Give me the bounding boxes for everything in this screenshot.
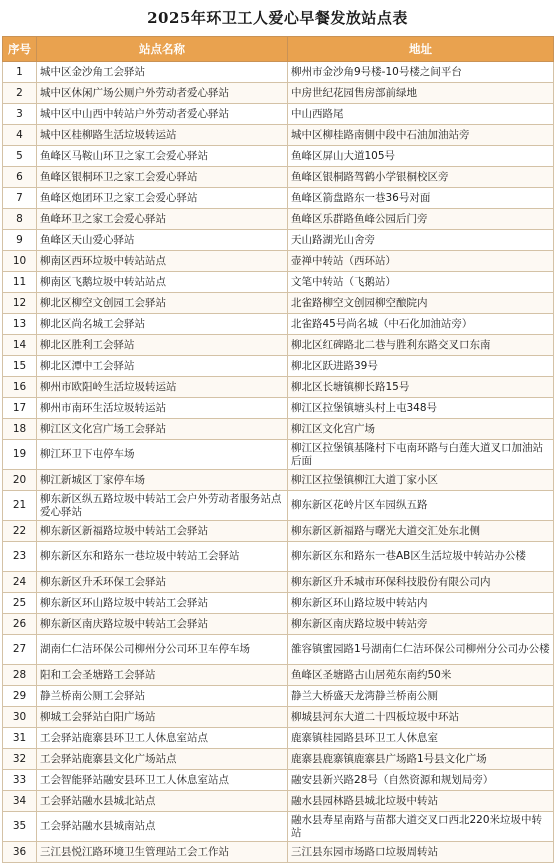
cell-station-name: 鱼峰区马鞍山环卫之家工会爱心驿站 [37,146,288,167]
cell-station-name: 柳北区胜利工会驿站 [37,335,288,356]
cell-number: 6 [3,167,37,188]
cell-station-name: 鱼峰区银桐环卫之家工会爱心驿站 [37,167,288,188]
cell-station-name: 柳江区文化宫广场工会驿站 [37,419,288,440]
table-row [3,62,554,83]
table-row [3,842,554,863]
table-row [3,593,554,614]
cell-station-name: 柳江新城区丁家停车场 [37,470,288,491]
cell-station-name: 柳北区柳空文创园工会驿站 [37,293,288,314]
cell-address: 柳北区跃进路39号 [288,356,554,377]
cell-address: 柳江区拉堡镇基隆村下屯南环路与白莲大道叉口加油站后面 [288,440,554,470]
table-row [3,314,554,335]
cell-number: 25 [3,593,37,614]
cell-number: 27 [3,635,37,665]
cell-address: 中山西路尾 [288,104,554,125]
table-row [3,293,554,314]
cell-station-name: 柳东新区升禾环保工会驿站 [37,572,288,593]
cell-address: 三江县东园市场路口垃圾周转站 [288,842,554,863]
cell-address: 融安县新兴路28号（自然资源和规划局旁） [288,770,554,791]
cell-station-name: 柳东新区新福路垃圾中转站工会驿站 [37,521,288,542]
cell-number: 31 [3,728,37,749]
cell-station-name: 城中区休闲广场公厕户外劳动者爱心驿站 [37,83,288,104]
cell-number: 16 [3,377,37,398]
cell-number: 12 [3,293,37,314]
cell-address: 雒容镇蜜园路1号湖南仁仁洁环保公司柳州分公司办公楼 [288,635,554,665]
table-header-row [3,37,554,62]
table-body [3,62,554,863]
cell-number: 1 [3,62,37,83]
table-row [3,812,554,842]
table-row [3,167,554,188]
cell-address: 柳州市金沙角9号楼-10号楼之间平台 [288,62,554,83]
cell-number: 15 [3,356,37,377]
table-row [3,104,554,125]
cell-number: 32 [3,749,37,770]
cell-station-name: 工会驿站鹿寨县文化广场站点 [37,749,288,770]
cell-number: 10 [3,251,37,272]
cell-number: 22 [3,521,37,542]
cell-address: 柳江区拉堡镇柳江大道丁家小区 [288,470,554,491]
cell-number: 24 [3,572,37,593]
cell-address: 柳东新区新福路与曙光大道交汇处东北侧 [288,521,554,542]
cell-address: 柳东新区升禾城市环保科技股份有限公司内 [288,572,554,593]
cell-number: 2 [3,83,37,104]
cell-number: 30 [3,707,37,728]
cell-number: 35 [3,812,37,842]
cell-number: 23 [3,542,37,572]
table-row [3,83,554,104]
cell-station-name: 工会驿站鹿寨县环卫工人休息室站点 [37,728,288,749]
cell-number: 17 [3,398,37,419]
cell-station-name: 静兰桥南公厕工会驿站 [37,686,288,707]
table-row [3,398,554,419]
cell-station-name: 柳东新区纵五路垃圾中转站工会户外劳动者服务站点爱心驿站 [37,491,288,521]
cell-address: 鱼峰区圣塘路古山居苑东南约50米 [288,665,554,686]
table-row [3,614,554,635]
cell-address: 柳北区长塘镇柳长路15号 [288,377,554,398]
cell-number: 29 [3,686,37,707]
table-row [3,791,554,812]
cell-address: 壶禅中转站（西环站） [288,251,554,272]
cell-address: 文笔中转站（飞鹅站） [288,272,554,293]
cell-station-name: 鱼峰区天山爱心驿站 [37,230,288,251]
table-row [3,188,554,209]
cell-number: 9 [3,230,37,251]
cell-address: 静兰大桥盛天龙湾静兰桥南公厕 [288,686,554,707]
cell-station-name: 柳南区西环垃圾中转站站点 [37,251,288,272]
cell-address: 鹿寨县鹿寨镇鹿寨县广场路1号县文化广场 [288,749,554,770]
cell-number: 3 [3,104,37,125]
cell-address: 北雀路柳空文创园柳空酿院内 [288,293,554,314]
cell-address: 鱼峰区乐群路鱼峰公园后门旁 [288,209,554,230]
cell-address: 柳江区拉堡镇塘头村上屯348号 [288,398,554,419]
table-row [3,356,554,377]
table-row [3,572,554,593]
cell-number: 7 [3,188,37,209]
cell-number: 21 [3,491,37,521]
cell-station-name: 城中区金沙角工会驿站 [37,62,288,83]
cell-number: 19 [3,440,37,470]
cell-address: 柳北区红碑路北二巷与胜利东路交叉口东南 [288,335,554,356]
cell-station-name: 湖南仁仁洁环保公司柳州分公司环卫车停车场 [37,635,288,665]
cell-address: 北雀路45号尚名城（中石化加油站旁） [288,314,554,335]
table-row [3,377,554,398]
cell-address: 鱼峰区屏山大道105号 [288,146,554,167]
cell-station-name: 柳东新区东和路东一巷垃圾中转站工会驿站 [37,542,288,572]
table-row [3,272,554,293]
cell-address: 融水县园林路县城北垃圾中转站 [288,791,554,812]
table-row [3,728,554,749]
header-address: 地址 [288,37,554,62]
cell-station-name: 鱼峰区炮团环卫之家工会爱心驿站 [37,188,288,209]
cell-station-name: 柳东新区南庆路垃圾中转站工会驿站 [37,614,288,635]
stations-table [2,36,554,863]
cell-station-name: 城中区桂柳路生活垃圾转运站 [37,125,288,146]
table-row [3,542,554,572]
cell-address: 鱼峰区箭盘路东一巷36号对面 [288,188,554,209]
cell-address: 中房世纪花园售房部前绿地 [288,83,554,104]
cell-number: 36 [3,842,37,863]
cell-number: 26 [3,614,37,635]
table-row [3,686,554,707]
cell-address: 柳东新区花岭片区车园纵五路 [288,491,554,521]
cell-address: 天山路湖光山舍旁 [288,230,554,251]
cell-address: 鱼峰区银桐路驾鹤小学银桐校区旁 [288,167,554,188]
cell-address: 柳东新区环山路垃圾中转站内 [288,593,554,614]
cell-number: 4 [3,125,37,146]
table-row [3,635,554,665]
cell-station-name: 柳东新区环山路垃圾中转站工会驿站 [37,593,288,614]
cell-address: 柳江区文化宫广场 [288,419,554,440]
cell-station-name: 工会智能驿站融安县环卫工人休息室站点 [37,770,288,791]
cell-station-name: 柳南区飞鹅垃圾中转站站点 [37,272,288,293]
table-row [3,230,554,251]
header-number: 序号 [3,37,37,62]
cell-address: 融水县寿星南路与苗都大道交叉口西北220米垃圾中转站 [288,812,554,842]
cell-address: 柳东新区东和路东一巷AB区生活垃圾中转站办公楼 [288,542,554,572]
table-row [3,146,554,167]
cell-station-name: 柳州市欧阳岭生活垃圾转运站 [37,377,288,398]
cell-number: 33 [3,770,37,791]
table-row [3,749,554,770]
table-row [3,707,554,728]
page-title: 2025年环卫工人爱心早餐发放站点表 [147,9,408,27]
cell-station-name: 柳北区潭中工会驿站 [37,356,288,377]
cell-address: 鹿寨镇桂园路县环卫工人休息室 [288,728,554,749]
cell-station-name: 工会驿站融水县城北站点 [37,791,288,812]
cell-number: 8 [3,209,37,230]
cell-number: 13 [3,314,37,335]
cell-address: 城中区柳桂路南側中段中石油加油站旁 [288,125,554,146]
cell-station-name: 三江县悦江路环境卫生管理站工会工作站 [37,842,288,863]
cell-number: 5 [3,146,37,167]
table-row [3,665,554,686]
cell-number: 14 [3,335,37,356]
table-row [3,491,554,521]
cell-station-name: 柳北区尚名城工会驿站 [37,314,288,335]
table-row [3,125,554,146]
cell-number: 11 [3,272,37,293]
table-row [3,209,554,230]
table-row [3,770,554,791]
table-row [3,521,554,542]
cell-station-name: 柳州市南环生活垃圾转运站 [37,398,288,419]
cell-station-name: 工会驿站融水县城南站点 [37,812,288,842]
table-row [3,419,554,440]
cell-number: 20 [3,470,37,491]
table-row [3,251,554,272]
table-row [3,440,554,470]
cell-station-name: 柳江环卫下屯停车场 [37,440,288,470]
cell-address: 柳城县河东大道二十四板垃圾中环站 [288,707,554,728]
cell-number: 34 [3,791,37,812]
table-row [3,470,554,491]
cell-station-name: 鱼峰环卫之家工会爱心驿站 [37,209,288,230]
cell-number: 28 [3,665,37,686]
cell-station-name: 阳和工会圣塘路工会驿站 [37,665,288,686]
table-row [3,335,554,356]
cell-station-name: 城中区中山西中转站户外劳动者爱心驿站 [37,104,288,125]
cell-station-name: 柳城工会驿站白阳广场站 [37,707,288,728]
header-station-name: 站点名称 [37,37,288,62]
cell-address: 柳东新区南庆路垃圾中转站旁 [288,614,554,635]
cell-number: 18 [3,419,37,440]
